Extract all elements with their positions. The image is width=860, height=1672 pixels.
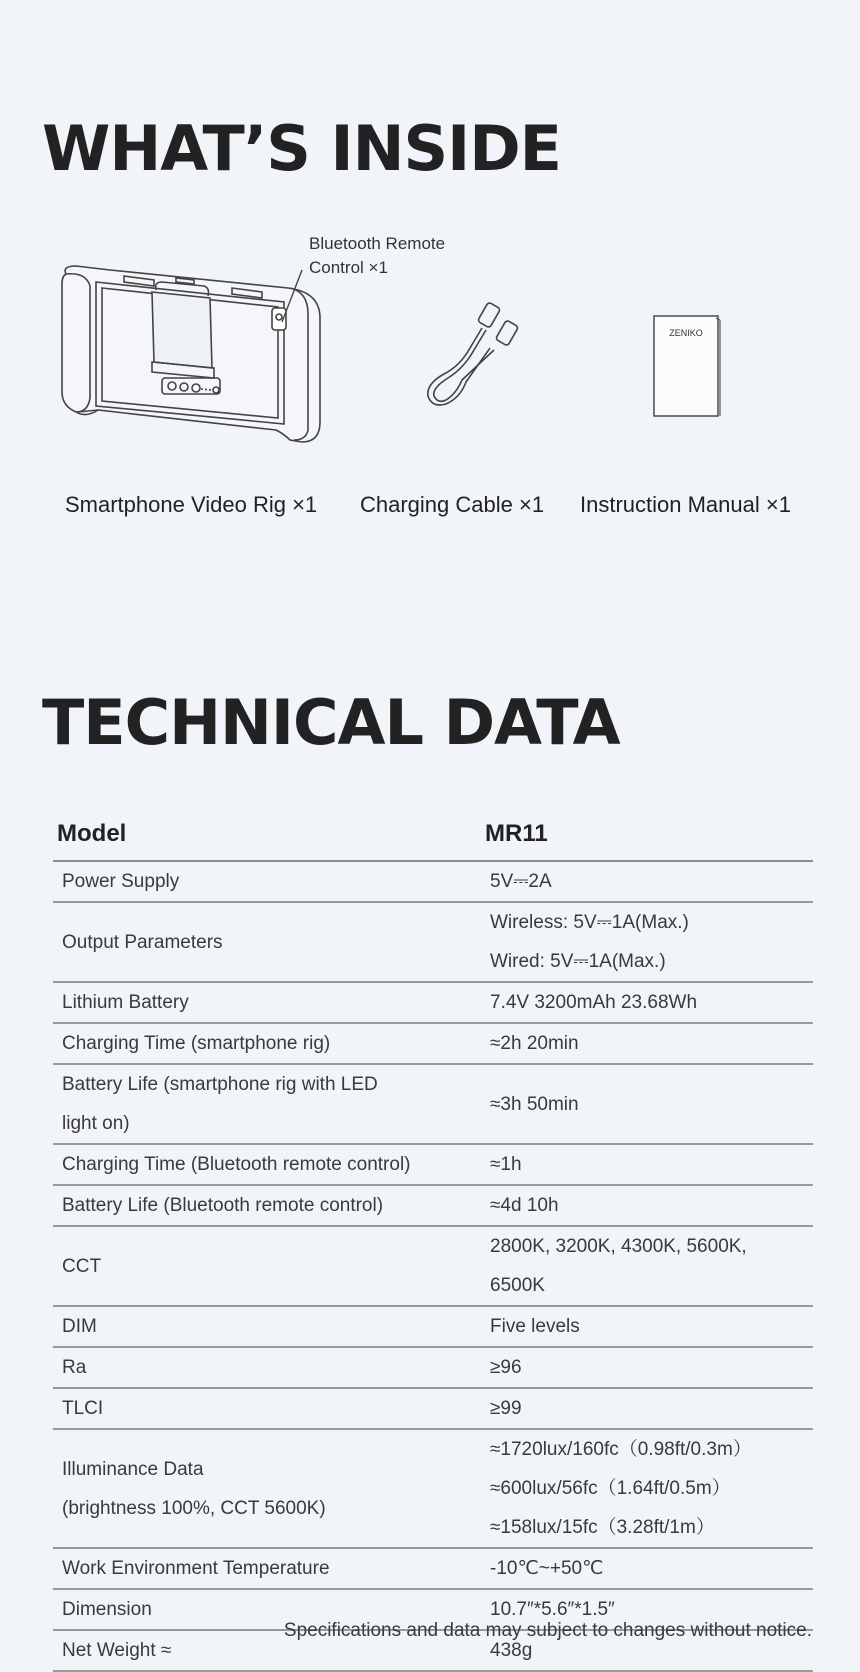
spec-label <box>53 1144 481 1185</box>
spec-label <box>53 902 481 982</box>
spec-value-line: Five levels <box>490 1316 580 1337</box>
spec-label-line: Dimension <box>62 1599 152 1620</box>
spec-label-line: Charging Time (Bluetooth remote control) <box>62 1154 411 1175</box>
spec-label-line: Battery Life (Bluetooth remote control) <box>62 1195 384 1216</box>
spec-row <box>53 861 813 902</box>
spec-value-line: ≥99 <box>490 1398 522 1419</box>
spec-row <box>53 1388 813 1429</box>
spec-value <box>481 1023 813 1064</box>
spec-value-line: ≈1720lux/160fc（0.98ft/0.3m） <box>490 1439 752 1460</box>
spec-row <box>53 1023 813 1064</box>
spec-label <box>53 1023 481 1064</box>
spec-value <box>481 1388 813 1429</box>
spec-value-line: -10℃~+50℃ <box>490 1558 604 1579</box>
spec-row <box>53 1548 813 1589</box>
spec-label-line: Illuminance Data <box>62 1458 204 1480</box>
spec-value <box>481 1548 813 1589</box>
spec-value-line: Wireless: 5V⎓1A(Max.) <box>490 912 689 933</box>
spec-label <box>53 1388 481 1429</box>
spec-value <box>481 902 813 982</box>
spec-row <box>53 1064 813 1144</box>
spec-label-line: Battery Life (smartphone rig with LED <box>62 1074 378 1095</box>
spec-label <box>53 982 481 1023</box>
spec-label-line: Charging Time (smartphone rig) <box>62 1033 331 1054</box>
spec-label-line: Ra <box>62 1357 87 1378</box>
disclaimer-note: Specifications and data may subject to changes without notice. <box>283 1620 812 1641</box>
spec-row <box>53 1429 813 1548</box>
spec-value-line: ≈4d 10h <box>490 1195 559 1216</box>
spec-row <box>53 982 813 1023</box>
caption-charging-cable: Charging Cable ×1 <box>360 492 545 517</box>
spec-value <box>481 1144 813 1185</box>
manual-brand-label: ZENIKO <box>669 328 703 338</box>
spec-value-line: 2800K, 3200K, 4300K, 5600K, 6500K <box>490 1236 747 1296</box>
spec-label <box>53 861 481 902</box>
spec-value-line: ≈600lux/56fc（1.64ft/0.5m） <box>490 1478 731 1499</box>
spec-value-line: ≈1h <box>490 1154 522 1175</box>
instruction-manual-illustration <box>648 312 724 422</box>
spec-header-label: Model <box>53 808 481 861</box>
spec-value <box>481 1306 813 1347</box>
spec-label <box>53 1306 481 1347</box>
spec-label-line: Power Supply <box>62 871 180 892</box>
spec-row <box>53 1226 813 1306</box>
spec-label <box>53 1347 481 1388</box>
callout-line <box>278 268 308 328</box>
spec-label <box>53 1226 481 1306</box>
caption-instruction-manual: Instruction Manual ×1 <box>580 492 791 517</box>
spec-value <box>481 1347 813 1388</box>
spec-label-line: (brightness 100%, CCT 5600K) <box>62 1497 326 1519</box>
spec-label <box>53 1429 481 1548</box>
spec-table <box>53 808 813 1672</box>
charging-cable-illustration <box>420 300 530 412</box>
spec-value <box>481 1185 813 1226</box>
spec-value <box>481 1064 813 1144</box>
spec-header-value: MR11 <box>481 808 813 861</box>
spec-value-line: 10.7″*5.6″*1.5″ <box>490 1599 615 1620</box>
spec-value <box>481 1429 813 1548</box>
spec-label-line: Lithium Battery <box>62 992 189 1013</box>
spec-value-line: ≈2h 20min <box>490 1033 579 1054</box>
spec-label-line: CCT <box>62 1255 102 1277</box>
spec-row <box>53 1144 813 1185</box>
spec-row <box>53 902 813 982</box>
spec-value-line: ≈158lux/15fc（3.28ft/1m） <box>490 1517 715 1538</box>
spec-value-line: 438g <box>490 1640 533 1661</box>
spec-label <box>53 1064 481 1144</box>
caption-video-rig: Smartphone Video Rig ×1 <box>65 492 318 517</box>
spec-label-line: Work Environment Temperature <box>62 1558 330 1579</box>
spec-value-line: 5V⎓2A <box>490 871 552 892</box>
spec-label-line: DIM <box>62 1316 97 1337</box>
spec-value-line: Wired: 5V⎓1A(Max.) <box>490 951 666 972</box>
spec-label-line: light on) <box>62 1113 130 1134</box>
spec-value-line: 7.4V 3200mAh 23.68Wh <box>490 992 698 1013</box>
spec-row <box>53 1347 813 1388</box>
spec-rows <box>53 861 813 1671</box>
whats-inside-title: WHAT’S INSIDE <box>42 112 562 185</box>
spec-label-line: Net Weight ≈ <box>62 1640 172 1661</box>
spec-value <box>481 1226 813 1306</box>
spec-label-line: Output Parameters <box>62 931 223 953</box>
spec-value-line: ≈3h 50min <box>490 1093 579 1115</box>
spec-label-line: TLCI <box>62 1398 104 1419</box>
spec-label <box>53 1548 481 1589</box>
spec-value <box>481 861 813 902</box>
bluetooth-remote-callout: Bluetooth Remote Control ×1 <box>309 234 446 277</box>
spec-label <box>53 1185 481 1226</box>
spec-value <box>481 982 813 1023</box>
spec-header-row <box>53 808 813 861</box>
spec-row <box>53 1185 813 1226</box>
spec-row <box>53 1306 813 1347</box>
technical-data-title: TECHNICAL DATA <box>42 686 620 759</box>
spec-value-line: ≥96 <box>490 1357 522 1378</box>
